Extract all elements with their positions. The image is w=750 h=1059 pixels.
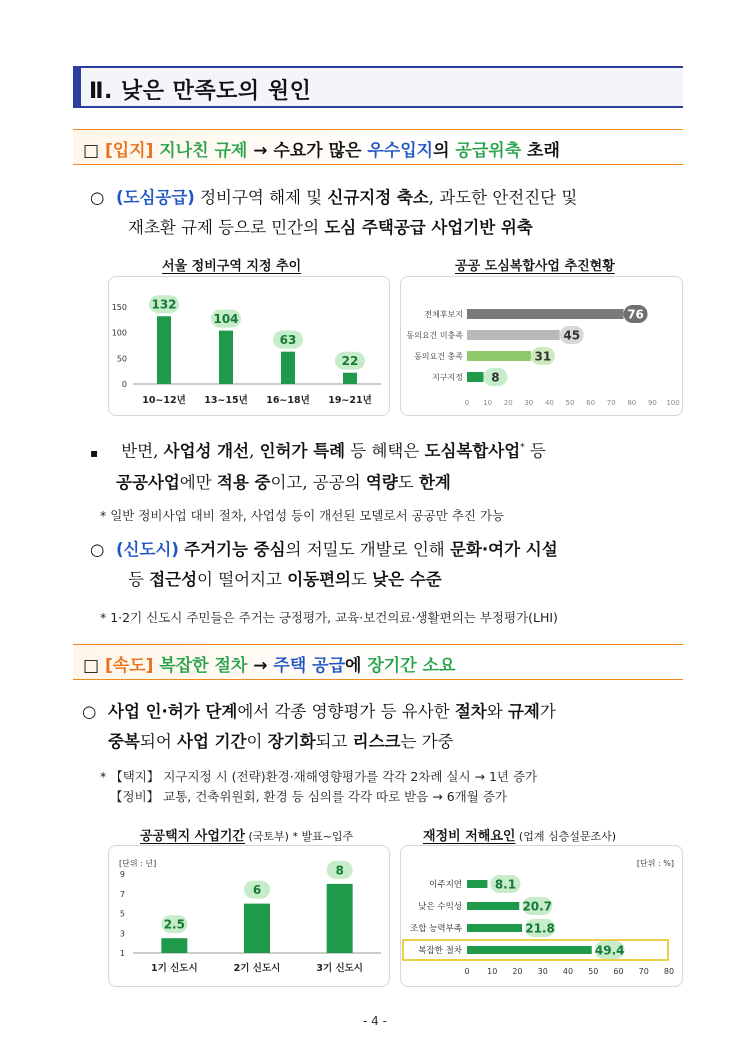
chart4-x-tick: 0 [464, 967, 470, 976]
chart3-svg [109, 846, 390, 987]
chapter-title: Ⅱ. 낮은 만족도의 원인 [89, 79, 312, 104]
para-text: 에만 [179, 472, 217, 492]
chart2-value-label: 45 [563, 328, 581, 343]
section-heading-location [73, 129, 683, 165]
section-box: □ [83, 656, 100, 676]
chart1-y-tick: 150 [111, 303, 127, 312]
chart4-bar [467, 946, 592, 954]
chart2-x-tick: 0 [464, 399, 470, 407]
chart1-value-label: 63 [279, 333, 297, 348]
para-text: 이 [246, 732, 268, 751]
bullet: ○ [90, 188, 105, 207]
footnote-4: 【정비】 교통, 건축위원회, 환경 등 심의를 각각 따로 받음 → 6개월 증가 [110, 789, 507, 804]
chart4-unit: [단위 : %] [636, 859, 674, 868]
chart4-x-tick: 40 [562, 967, 574, 976]
chart2-x-tick: 20 [503, 399, 513, 407]
para-emph: 이동편의 [287, 570, 351, 589]
para-text: 도 [397, 472, 419, 492]
chart2-x-tick: 70 [606, 399, 616, 407]
chart2-category-label: 지구지정 [432, 373, 463, 382]
section-text: 복잡한 절차 [153, 656, 248, 676]
chart2-x-tick: 40 [544, 399, 554, 407]
chart1-box [108, 276, 390, 416]
chart3-bar [327, 884, 353, 953]
para-emph: 적용 중 [216, 472, 271, 492]
chart4-subtitle: (업계 심층설문조사) [515, 830, 617, 843]
para-emph: 한계 [418, 472, 451, 492]
para-emph: 절차 [454, 702, 487, 721]
chart4-value-label: 8.1 [494, 877, 517, 892]
para-emph: 도심 주택공급 사업기반 위축 [324, 218, 533, 237]
chart4-category-label: 조합 능력부족 [410, 924, 462, 934]
chart3-category-label: 2기 신도시 [233, 963, 281, 974]
chart3-y-tick: 9 [119, 870, 125, 879]
para-text: 이 떨어지고 [197, 570, 288, 589]
chart1-title: 서울 정비구역 지정 추이 [162, 259, 302, 274]
chart2-bar [467, 351, 531, 361]
chart2-x-tick: 60 [586, 399, 596, 407]
chart3-bar [161, 938, 187, 953]
section-heading-speed [73, 644, 683, 680]
chart2-value-label: 31 [534, 349, 552, 364]
chart2-value-label: 76 [627, 307, 644, 322]
para-emph: 중복 [108, 732, 140, 751]
para-emph: 장기화 [267, 732, 316, 751]
para-emph: 접근성 [149, 570, 198, 589]
section-text: 장기간 소요 [367, 656, 456, 676]
chart4-bar [467, 902, 519, 910]
chart4-x-tick: 70 [638, 967, 649, 976]
para-text: 와 [486, 702, 508, 721]
chart3-value-label: 8 [335, 863, 344, 878]
chart4-x-tick: 50 [588, 967, 599, 976]
para-emph: 규제 [507, 702, 540, 721]
chart2-bar [467, 330, 560, 340]
chart2-value-label: 8 [491, 370, 500, 385]
para-text: 반면, [116, 441, 164, 461]
chart4-x-tick: 10 [487, 967, 498, 976]
chart4-bar [467, 924, 522, 932]
chart4-svg [401, 846, 683, 987]
chart1-category-label: 10~12년 [142, 395, 186, 406]
paragraph-procedure [82, 697, 682, 757]
chart3-y-tick: 1 [119, 949, 125, 958]
section-text: 지나친 규제 [153, 141, 248, 161]
chart3-category-label: 3기 신도시 [316, 963, 363, 974]
para-text: 등 [128, 570, 150, 589]
para-emph: 도심복합사업 [424, 441, 521, 461]
para-emph: 사업 인·허가 단계 [108, 702, 238, 721]
chart1-category-label: 16~18년 [266, 395, 310, 406]
footnote-mark: * [520, 443, 525, 453]
chart3-bar [244, 904, 270, 953]
para-emph: 공공사업 [116, 472, 180, 492]
para-text: 등 혜택은 [345, 441, 425, 461]
chart1-value-label: 104 [213, 312, 239, 327]
section-text: 공급위축 [455, 141, 522, 161]
chart3-box [108, 845, 390, 987]
bullet: ▪ [90, 445, 99, 460]
chart2-x-tick: 80 [627, 399, 637, 407]
chart2-title: 공공 도심복합사업 추진현황 [455, 259, 615, 274]
section-tag: [속도] [104, 656, 154, 676]
section-text: 의 [433, 141, 456, 161]
chart2-svg [401, 277, 683, 416]
para-emph: 리스크 [352, 732, 401, 751]
para-text: 도 [350, 570, 373, 589]
chart4-bar [467, 880, 487, 888]
chart2-x-tick: 30 [524, 399, 534, 407]
chart2-category-label: 전체후보지 [424, 310, 463, 319]
para-text: 에서 각종 영향평가 등 유사한 [237, 702, 455, 721]
chart3-y-tick: 3 [119, 929, 125, 939]
chart3-y-tick: 7 [119, 889, 125, 899]
chart4-box [400, 845, 683, 987]
chapter-accent [73, 68, 81, 106]
section-text: 우수입지 [367, 141, 434, 161]
chart1-bar [219, 331, 233, 384]
para-text: 등 [524, 441, 546, 461]
section-text: 주택 공급 [273, 656, 346, 676]
chart1-y-tick: 50 [116, 354, 127, 364]
arrow: → [247, 141, 274, 161]
paragraph-new-town [90, 535, 690, 595]
section-text: 수요가 많은 [273, 141, 368, 161]
chart3-category-label: 1기 신도시 [151, 963, 198, 974]
para-emph: 주거기능 중심 [184, 540, 286, 559]
chart3-title-text: 공공택지 사업기간 [140, 829, 245, 844]
para-text: 되고 [315, 732, 353, 751]
para-text: 의 저밀도 개발로 인해 [285, 540, 450, 559]
para-text: , [249, 441, 260, 461]
section-text: 초래 [521, 141, 560, 161]
chart1-value-label: 22 [341, 354, 359, 369]
chart2-box [400, 276, 683, 416]
section-box: □ [83, 141, 100, 161]
chart4-value-label: 49.4 [594, 943, 625, 958]
footnote-3: * 【택지】 지구지정 시 (전략)환경·재해영향평가를 각각 2차례 실시 → 1년 증가 [100, 769, 538, 784]
chart4-value-label: 20.7 [522, 899, 553, 914]
chart2-category-label: 동의요건 충족 [414, 352, 463, 361]
chart1-bar [343, 373, 357, 384]
chart2-x-tick: 50 [565, 399, 575, 407]
chart4-title [423, 825, 616, 844]
para-emph: 사업 기간 [177, 732, 247, 751]
chart3-value-label: 6 [252, 883, 262, 898]
para-emph: 역량 [365, 472, 398, 492]
chart2-bar [467, 309, 624, 319]
chart4-x-tick: 20 [512, 967, 523, 976]
chart4-x-tick: 80 [663, 967, 675, 976]
para-emph: 인허가 특례 [259, 441, 346, 461]
chart4-category-label: 복잡한 절차 [418, 946, 462, 956]
chart4-title-text: 재정비 저해요인 [423, 829, 516, 844]
bullet: ○ [82, 702, 97, 721]
para-tag: (신도시) [116, 540, 179, 559]
chart4-category-label: 이주지연 [429, 880, 462, 890]
para-emph: 낮은 수준 [372, 570, 442, 589]
para-emph: 문화·여가 시설 [449, 540, 558, 559]
chart2-category-label: 동의요건 미충족 [406, 331, 463, 340]
paragraph-urban-supply [90, 183, 690, 243]
chart3-subtitle: (국토부) * 발표~입주 [245, 830, 354, 843]
chart4-category-label: 낮은 수익성 [418, 902, 462, 912]
para-emph: 사업성 개선 [163, 441, 250, 461]
chart1-y-tick: 100 [111, 328, 127, 338]
para-text: , 과도한 안전진단 및 [428, 188, 578, 207]
footnote-2: * 1·2기 신도시 주민들은 주거는 긍정평가, 교육·보건의료·생활편의는 부정평가(LHI) [100, 610, 558, 625]
chart1-category-label: 19~21년 [328, 395, 372, 406]
chart3-title [140, 825, 353, 844]
chart1-y-tick: 0 [121, 380, 127, 389]
section-text: 에 [345, 656, 368, 676]
para-text: 가 [539, 702, 556, 721]
chart4-x-tick: 60 [613, 967, 624, 976]
para-text: 되어 [139, 732, 178, 751]
chart1-bar [281, 352, 295, 384]
chart4-x-tick: 30 [537, 967, 548, 976]
chart3-y-tick: 5 [119, 909, 125, 919]
chart1-svg [109, 277, 390, 416]
para-text: 이고, 공공의 [270, 472, 366, 492]
chart2-x-tick: 90 [647, 399, 657, 407]
chart2-x-tick: 10 [483, 399, 493, 407]
chart3-unit: [단위 : 년] [119, 859, 157, 868]
arrow: → [247, 656, 274, 676]
chart1-value-label: 132 [151, 297, 177, 312]
chart2-bar [467, 372, 483, 382]
para-emph: 신규지정 축소 [327, 188, 429, 207]
para-text: 재초환 규제 등으로 민간의 [128, 218, 325, 237]
page-number: - 4 - [363, 1014, 387, 1028]
chart1-bar [157, 316, 171, 384]
chart4-value-label: 21.8 [525, 921, 555, 936]
paragraph-however [90, 433, 690, 498]
chart3-value-label: 2.5 [163, 917, 185, 932]
para-text: 는 가중 [400, 732, 454, 751]
footnote-1: * 일반 정비사업 대비 절차, 사업성 등이 개선된 모델로서 공공만 추진 가능 [100, 508, 505, 523]
bullet: ○ [90, 540, 105, 559]
chart2-x-tick: 100 [666, 399, 680, 407]
para-text: 정비구역 해제 및 [194, 188, 328, 207]
section-tag: [입지] [104, 141, 154, 161]
para-tag: (도심공급) [116, 188, 195, 207]
chapter-heading [73, 66, 683, 108]
chart1-category-label: 13~15년 [204, 395, 248, 406]
